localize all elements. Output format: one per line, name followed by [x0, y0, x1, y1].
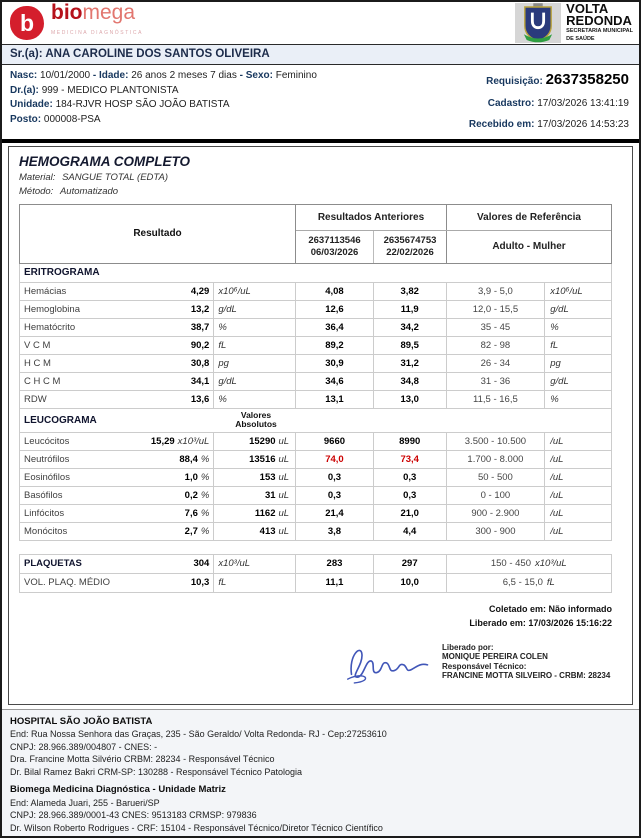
- prev-result-1: 30,9: [296, 355, 374, 372]
- header-row2: [296, 231, 611, 263]
- absolute-unit: uL: [278, 435, 290, 447]
- result-value: 2,7: [184, 525, 198, 537]
- param-name: Hemoglobina: [24, 303, 80, 315]
- unit-line: [10, 98, 317, 113]
- table-row: [20, 391, 611, 409]
- reference-range: 50 - 500: [447, 469, 546, 486]
- sexo-label: - Sexo:: [239, 70, 273, 81]
- param-name: C H C M: [24, 375, 61, 387]
- matriz-address: End: Alameda Juari, 255 - Barueri/SP: [10, 797, 160, 808]
- doctor-line: [10, 84, 317, 99]
- biomega-tagline: MEDICINA DIAGNÓSTICA: [51, 30, 144, 36]
- hospital-responsavel-patologia: Dr. Bilal Ramez Bakri CRM-SP: 130288 - Responsável Técnico Patologia: [10, 766, 302, 777]
- requisicao-label: Requisição:: [486, 76, 543, 87]
- material-value: SANGUE TOTAL (EDTA): [62, 171, 169, 183]
- coat-of-arms-icon: [515, 3, 561, 43]
- prev-result-1: 4,08: [296, 283, 374, 300]
- hospital-address: End: Rua Nossa Senhora das Graças, 235 - São Geraldo/ Volta Redonda- RJ - Cep:27253610: [10, 729, 387, 739]
- result-value: 4,29: [190, 285, 210, 297]
- biomega-name-light: mega: [82, 1, 136, 24]
- reference-unit: fL: [546, 577, 555, 589]
- abs-header-line2: Absolutos: [235, 419, 277, 430]
- requisition-line: [469, 71, 629, 88]
- responsavel-value: FRANCINE MOTTA SILVEIRO - CRBM: 28234: [442, 671, 611, 681]
- result-unit: g/dL: [214, 373, 296, 390]
- result-unit: fL: [214, 337, 296, 354]
- reference-unit: g/dL: [550, 303, 569, 315]
- param-name: Leucócitos: [24, 435, 70, 447]
- table-row: [20, 301, 611, 319]
- section-title: ERITROGRAMA: [24, 267, 100, 279]
- reference-range: 150 - 450: [490, 558, 532, 570]
- prev-result-2: 3,82: [374, 283, 447, 300]
- name-value-cell: [20, 487, 214, 504]
- param-name: H C M: [24, 357, 51, 369]
- posto-value: 000008-PSA: [43, 113, 101, 125]
- header-right: [296, 205, 611, 263]
- gov-secretaria-line2: DE SAÚDE: [566, 36, 595, 42]
- patient-details: [10, 69, 317, 137]
- value-unit-group: [185, 508, 210, 519]
- idade-value: 26 anos 2 meses 7 dias: [131, 70, 237, 81]
- patient-info-section: [2, 65, 639, 137]
- unidade-value: 184-RJVR HOSP SÃO JOÃO BATISTA: [55, 99, 230, 110]
- reference-cell: [447, 574, 611, 592]
- result-unit: x10³/uL: [177, 435, 210, 447]
- absolute-value-cell: [214, 433, 296, 450]
- absolute-value-cell: [214, 451, 296, 468]
- absolute-unit: uL: [278, 453, 290, 465]
- section-leucograma: [20, 409, 611, 433]
- prev-result-2: 21,0: [374, 505, 447, 522]
- exam-title: HEMOGRAMA COMPLETO: [19, 153, 190, 169]
- absolute-value: 1162: [254, 507, 276, 519]
- param-name: Monócitos: [24, 525, 68, 537]
- biomega-name: [51, 3, 143, 24]
- header-row1: [296, 205, 611, 231]
- table-row: [20, 337, 611, 355]
- section-eritrograma: [20, 264, 611, 283]
- reference-unit: x10⁶/uL: [550, 285, 583, 297]
- reference-range: 1.700 - 8.000: [447, 451, 546, 468]
- prev-result-2: 11,9: [374, 301, 447, 318]
- param-name: Eosinófilos: [24, 471, 70, 483]
- idade-label: - Idade:: [92, 70, 129, 81]
- requisition-details: [469, 69, 629, 137]
- value-unit-group: [151, 436, 209, 447]
- result-unit: %: [200, 453, 210, 465]
- signature-block: [19, 638, 612, 686]
- prev-result-2: 34,2: [374, 319, 447, 336]
- table-row: [20, 319, 611, 337]
- prev-result-2: 34,8: [374, 373, 447, 390]
- result-unit: g/dL: [214, 301, 296, 318]
- reference-unit: /uL: [550, 525, 564, 537]
- biomega-name-bold: bio: [51, 1, 83, 24]
- result-value: 30,8: [190, 357, 210, 369]
- dr-value: 999 - MEDICO PLANTONISTA: [41, 84, 179, 96]
- reference-range: 31 - 36: [447, 373, 546, 390]
- coletado-line: [19, 602, 612, 616]
- reference-unit: g/dL: [550, 375, 569, 387]
- table-row: [20, 523, 611, 541]
- result-unit: %: [200, 471, 210, 483]
- biomega-logo-icon: [10, 6, 44, 40]
- prev-result-2: 4,4: [374, 523, 447, 540]
- coletado-value: Não informado: [548, 603, 612, 614]
- reference-unit: /uL: [550, 471, 564, 483]
- absolute-unit: uL: [278, 471, 290, 483]
- col-resultados-anteriores: Resultados Anteriores: [296, 205, 447, 230]
- result-unit: pg: [214, 355, 296, 372]
- table-row: [20, 487, 611, 505]
- prev-result-2: 0,3: [374, 487, 447, 504]
- result-value: 90,2: [190, 339, 210, 351]
- table-row: [20, 373, 611, 391]
- result-value: 15,29: [150, 435, 175, 447]
- matriz-diretor-tecnico: Dr. Wilson Roberto Rodrigues - CRF: 15104 - Responsável Técnico/Diretor Técnico Científico: [10, 822, 383, 833]
- matriz-block: [10, 784, 631, 834]
- valores-absolutos-header: [215, 411, 297, 429]
- gov-city-line2: REDONDA: [566, 13, 632, 28]
- prev-result-1: 34,6: [296, 373, 374, 390]
- signature-details: [442, 643, 612, 681]
- reference-range: 12,0 - 15,5: [447, 301, 546, 318]
- requisicao-number: 2637358250: [545, 71, 629, 88]
- prev-result-2-abnormal: 73,4: [374, 451, 447, 468]
- prev-result-1: 21,4: [296, 505, 374, 522]
- value-unit-group: [185, 526, 210, 537]
- name-value-cell: [20, 319, 214, 336]
- exam-report-box: [8, 146, 633, 705]
- result-unit: x10³/uL: [214, 555, 296, 573]
- result-value: 10,3: [190, 577, 210, 589]
- absolute-unit: uL: [278, 507, 290, 519]
- param-name: Hematócrito: [24, 321, 76, 333]
- result-value: 88,4: [179, 453, 198, 465]
- name-value-cell: [20, 337, 214, 354]
- matriz-cnpj: CNPJ: 28.966.389/0001-43 CNES: 9513183 CRMSP: 979836: [10, 810, 257, 820]
- gov-city-line1: VOLTA: [566, 1, 609, 16]
- prev-result-2: 297: [374, 555, 447, 573]
- section-title: LEUCOGRAMA: [24, 414, 97, 426]
- material-line: [19, 172, 622, 183]
- prev-result-2: 89,5: [374, 337, 447, 354]
- gov-text: [566, 3, 633, 43]
- liberado-value: 17/03/2026 15:16:22: [528, 617, 612, 628]
- result-unit: %: [200, 525, 210, 537]
- plaquetas-block: [19, 554, 612, 593]
- result-unit: fL: [214, 574, 296, 592]
- abs-header-line1: Valores: [240, 410, 272, 421]
- patient-birth-line: [10, 69, 317, 84]
- table-row: [20, 355, 611, 373]
- name-value-cell: [20, 391, 214, 408]
- reference-range: 35 - 45: [447, 319, 546, 336]
- reference-unit: fL: [550, 339, 559, 351]
- param-name: VOL. PLAQ. MÉDIO: [24, 577, 111, 589]
- hospital-block: [10, 716, 631, 779]
- liberado-line: [19, 616, 612, 630]
- absolute-value: 413: [259, 525, 276, 537]
- responsavel-label: Responsável Técnico:: [442, 661, 527, 671]
- prev1-date: 06/03/2026: [310, 246, 359, 258]
- biomega-logo-letter: b: [19, 9, 35, 36]
- absolute-value-cell: [214, 505, 296, 522]
- name-value-cell: [20, 283, 214, 300]
- absolute-value: 15290: [249, 435, 276, 447]
- param-name: Basófilos: [24, 489, 63, 501]
- prev-result-2: 8990: [374, 433, 447, 450]
- metodo-line: [19, 186, 622, 197]
- result-unit: %: [214, 391, 296, 408]
- cadastro-line: [469, 98, 629, 109]
- value-unit-group: [179, 454, 209, 465]
- result-unit: x10⁶/uL: [214, 283, 296, 300]
- nasc-label: Nasc:: [10, 70, 38, 81]
- name-value-cell: [20, 523, 214, 540]
- posto-label: Posto:: [10, 113, 42, 125]
- absolute-value-cell: [214, 487, 296, 504]
- report-header: [2, 2, 639, 44]
- metodo-value: Automatizado: [59, 185, 119, 197]
- unidade-label: Unidade:: [10, 99, 53, 110]
- param-name: Linfócitos: [24, 507, 65, 519]
- prev-result-2: 13,0: [374, 391, 447, 408]
- result-unit: %: [214, 319, 296, 336]
- name-value-cell: [20, 433, 214, 450]
- liberado-por-label: Liberado por:: [442, 642, 494, 652]
- recebido-label: Recebido em:: [468, 119, 535, 130]
- results-rows-block: [19, 264, 612, 541]
- param-name: RDW: [24, 393, 47, 405]
- name-value-cell: [20, 451, 214, 468]
- section-divider: [2, 139, 639, 143]
- prev-result-1: 9660: [296, 433, 374, 450]
- result-value: 13,6: [190, 393, 210, 405]
- table-row: [20, 283, 611, 301]
- metodo-label: Método:: [19, 185, 54, 197]
- section-gap: [19, 541, 622, 554]
- liberado-label: Liberado em:: [469, 617, 526, 628]
- recebido-value: 17/03/2026 14:53:23: [537, 119, 629, 130]
- sexo-value: Feminino: [275, 70, 317, 81]
- param-name: Hemácias: [24, 285, 67, 297]
- prev2-date: 22/02/2026: [386, 246, 434, 258]
- reference-range: 300 - 900: [447, 523, 546, 540]
- param-name: Neutrófilos: [24, 453, 70, 465]
- result-value: 34,1: [190, 375, 210, 387]
- reference-range: 900 - 2.900: [447, 505, 546, 522]
- name-value-cell: [20, 373, 214, 390]
- prev-result-1: 11,1: [296, 574, 374, 592]
- table-row: [20, 574, 611, 593]
- name-value-cell: [20, 574, 214, 592]
- reference-range: 3.500 - 10.500: [447, 433, 546, 450]
- absolute-value: 31: [264, 489, 276, 501]
- posto-line: [10, 113, 317, 128]
- crest-svg: [522, 3, 554, 43]
- param-name: PLAQUETAS: [24, 558, 82, 570]
- recebido-line: [469, 119, 629, 130]
- name-value-cell: [20, 355, 214, 372]
- name-value-cell: [20, 469, 214, 486]
- reference-range: 0 - 100: [447, 487, 546, 504]
- reference-unit: /uL: [550, 453, 564, 465]
- value-unit-group: [185, 472, 210, 483]
- hospital-title: HOSPITAL SÃO JOÃO BATISTA: [10, 715, 153, 727]
- absolute-value-cell: [214, 469, 296, 486]
- result-value: 38,7: [190, 321, 210, 333]
- result-value: 7,6: [184, 507, 198, 519]
- col-resultado: Resultado: [20, 205, 296, 263]
- prev-result-2: 0,3: [374, 469, 447, 486]
- reference-unit: %: [550, 393, 559, 405]
- biomega-logo: [10, 3, 143, 43]
- col-valores-referencia: Valores de Referência: [477, 211, 581, 223]
- bottom-spacer: [19, 686, 622, 704]
- reference-range: 26 - 34: [447, 355, 546, 372]
- reference-cell: [447, 555, 611, 573]
- coletado-label: Coletado em:: [488, 603, 546, 614]
- hospital-cnpj: CNPJ: 28.966.389/004807 - CNES: -: [10, 741, 158, 752]
- release-info: [19, 602, 612, 630]
- reference-unit: pg: [550, 357, 561, 369]
- patient-name-bar: Sr.(a): ANA CAROLINE DOS SANTOS OLIVEIRA: [2, 44, 639, 65]
- reference-profile: Adulto - Mulher: [492, 241, 566, 253]
- reference-range: 6,5 - 15,0: [502, 577, 543, 589]
- hospital-responsavel-tecnico: Dra. Francine Motta Silvério CRBM: 28234 - Responsável Técnico: [10, 754, 275, 764]
- prev-result-1: 283: [296, 555, 374, 573]
- table-row: [20, 555, 611, 574]
- prev-result-2-header: [374, 231, 447, 263]
- table-row: [20, 451, 611, 469]
- table-row: [20, 469, 611, 487]
- prev-result-1: 0,3: [296, 487, 374, 504]
- reference-unit: /uL: [550, 507, 564, 519]
- reference-unit: /uL: [550, 435, 564, 447]
- table-row: [20, 433, 611, 451]
- reference-unit: /uL: [550, 489, 564, 501]
- biomega-wordmark: [51, 3, 143, 43]
- reference-unit: %: [550, 321, 559, 333]
- dr-label: Dr.(a):: [10, 84, 39, 96]
- prev-result-1: 89,2: [296, 337, 374, 354]
- signature-image: [342, 638, 437, 686]
- reference-range: 3,9 - 5,0: [447, 283, 546, 300]
- prev-result-1: 12,6: [296, 301, 374, 318]
- prev2-id: 2635674753: [383, 234, 437, 246]
- volta-redonda-logo: [515, 3, 633, 43]
- prev-result-1: 0,3: [296, 469, 374, 486]
- result-unit: %: [200, 489, 210, 501]
- prev-result-1-header: [296, 231, 374, 263]
- prev-result-1: 13,1: [296, 391, 374, 408]
- prev-result-2: 31,2: [374, 355, 447, 372]
- result-value: 304: [193, 558, 210, 570]
- name-value-cell: [20, 555, 214, 573]
- nasc-value: 10/01/2000: [40, 70, 91, 81]
- matriz-title: Biomega Medicina Diagnóstica - Unidade Matriz: [10, 784, 226, 795]
- liberado-por-value: MONIQUE PEREIRA COLEN: [442, 652, 548, 662]
- table-row: [20, 505, 611, 523]
- prev-result-1: 36,4: [296, 319, 374, 336]
- absolute-value: 153: [259, 471, 276, 483]
- report-footer: [2, 709, 639, 837]
- reference-unit: x10³/uL: [535, 558, 567, 570]
- value-unit-group: [185, 490, 210, 501]
- prev-result-1: 3,8: [296, 523, 374, 540]
- material-label: Material:: [19, 171, 56, 183]
- gov-secretaria-line1: SECRETARIA MUNICIPAL: [566, 28, 633, 34]
- reference-range: 82 - 98: [447, 337, 546, 354]
- cadastro-label: Cadastro:: [487, 98, 535, 109]
- prev1-id: 2637113546: [308, 234, 361, 246]
- result-unit: %: [200, 507, 210, 519]
- reference-range: 11,5 - 16,5: [447, 391, 546, 408]
- result-value: 1,0: [184, 471, 198, 483]
- absolute-unit: uL: [278, 489, 290, 501]
- absolute-value-cell: [214, 523, 296, 540]
- results-table-header: [19, 204, 612, 264]
- result-value: 13,2: [190, 303, 210, 315]
- result-value: 0,2: [184, 489, 198, 501]
- param-name: V C M: [24, 339, 51, 351]
- prev-result-1-abnormal: 74,0: [296, 451, 374, 468]
- cadastro-value: 17/03/2026 13:41:19: [537, 98, 629, 109]
- name-value-cell: [20, 505, 214, 522]
- name-value-cell: [20, 301, 214, 318]
- absolute-unit: uL: [278, 525, 290, 537]
- prev-result-2: 10,0: [374, 574, 447, 592]
- absolute-value: 13516: [249, 453, 276, 465]
